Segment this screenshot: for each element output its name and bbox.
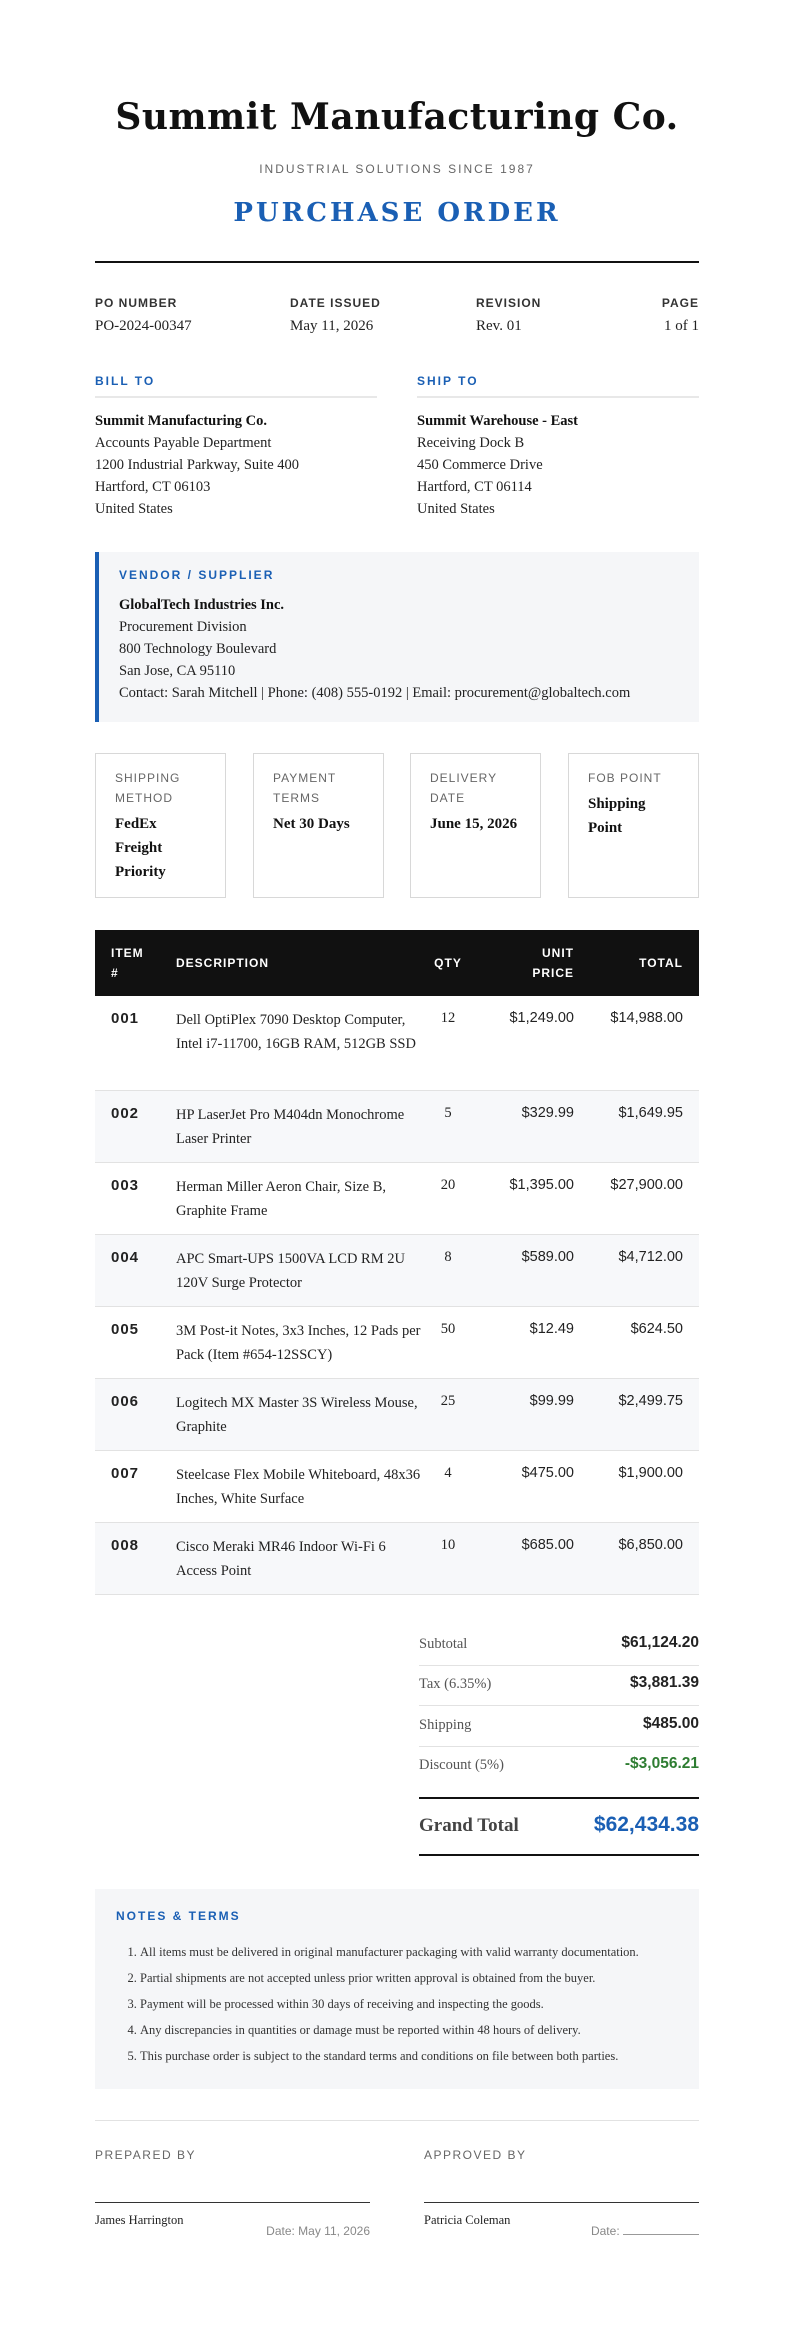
row-unit-price: $475.00 — [521, 1465, 574, 1481]
note-item: 3. Payment will be processed within 30 days of receiving and inspecting the goods. — [140, 1991, 678, 2017]
row-total: $1,900.00 — [618, 1465, 683, 1481]
discount-row — [419, 1747, 699, 1787]
company-tagline: INDUSTRIAL SOLUTIONS SINCE 1987 — [259, 162, 535, 176]
prepared-by-label: PREPARED BY — [95, 2148, 196, 2162]
bill-to-block — [95, 374, 377, 520]
row-total: $1,649.95 — [618, 1105, 683, 1121]
row-item-number: 001 — [111, 1010, 140, 1027]
table-row — [95, 1235, 699, 1307]
payment-terms-value: Net 30 Days — [273, 816, 350, 832]
ship-to-block — [417, 374, 699, 520]
table-row — [95, 1379, 699, 1451]
row-total: $6,850.00 — [618, 1537, 683, 1553]
items-table-header — [95, 930, 699, 996]
row-qty: 4 — [444, 1465, 452, 1481]
tax-label: Tax (6.35%) — [419, 1676, 492, 1692]
row-item-number: 006 — [111, 1393, 140, 1410]
signature-divider — [95, 2120, 699, 2121]
row-description: Logitech MX Master 3S Wireless Mouse, Graphite — [176, 1395, 418, 1435]
row-qty: 12 — [440, 1010, 456, 1026]
row-qty: 25 — [440, 1393, 456, 1409]
bill-to-name: Summit Manufacturing Co. — [95, 413, 267, 429]
shipping-label: Shipping — [419, 1717, 472, 1733]
tax-row — [419, 1666, 699, 1706]
fob-point-value: Shipping Point — [588, 796, 646, 836]
revision-field — [476, 296, 541, 335]
approved-date-label: Date: — [590, 2224, 620, 2238]
ship-to-line: 450 Commerce Drive — [417, 457, 543, 473]
row-total: $4,712.00 — [618, 1249, 683, 1265]
fob-point-label: FOB POINT — [588, 771, 662, 785]
bill-to-line: 1200 Industrial Parkway, Suite 400 — [95, 457, 300, 473]
prepared-date: Date: May 11, 2026 — [266, 2224, 370, 2238]
row-item-number: 002 — [111, 1105, 140, 1122]
header-description: DESCRIPTION — [176, 956, 270, 970]
table-row — [95, 1307, 699, 1379]
delivery-date-value: June 15, 2026 — [430, 816, 518, 832]
delivery-date-label: DELIVERY DATE — [430, 771, 497, 805]
approved-by-label: APPROVED BY — [424, 2148, 527, 2162]
delivery-date-box — [410, 753, 541, 898]
bill-to-line: United States — [95, 501, 173, 517]
page-value: 1 of 1 — [664, 318, 699, 334]
row-description: HP LaserJet Pro M404dn Monochrome Laser Printer — [176, 1107, 405, 1147]
header-item-number: ITEM # — [111, 946, 144, 980]
row-item-number: 004 — [111, 1249, 140, 1266]
row-qty: 5 — [444, 1105, 452, 1121]
vendor-contact: Contact: Sarah Mitchell | Phone: (408) 555-0192 | Email: procurement@globaltech.com — [119, 685, 631, 701]
prepared-by-block — [95, 2148, 370, 2238]
note-item: 5. This purchase order is subject to the standard terms and conditions on file between both parties. — [140, 2043, 678, 2069]
shipping-method-value: FedEx Freight Priority — [115, 816, 166, 880]
vendor-name: GlobalTech Industries Inc. — [119, 597, 285, 613]
header-unit-price: UNIT PRICE — [532, 946, 574, 980]
grand-total-label: Grand Total — [419, 1815, 519, 1836]
row-description: APC Smart-UPS 1500VA LCD RM 2U 120V Surge Protector — [176, 1251, 405, 1291]
notes-terms-block — [95, 1889, 699, 2089]
row-description: Steelcase Flex Mobile Whiteboard, 48x36 Inches, White Surface — [176, 1467, 421, 1507]
table-row — [95, 1523, 699, 1595]
row-total: $2,499.75 — [618, 1393, 683, 1409]
subtotal-label: Subtotal — [419, 1636, 468, 1652]
vendor-line: San Jose, CA 95110 — [119, 663, 236, 679]
row-item-number: 003 — [111, 1177, 140, 1194]
notes-title: NOTES & TERMS — [116, 1909, 241, 1923]
grand-total-row — [419, 1797, 699, 1856]
row-description: Dell OptiPlex 7090 Desktop Computer, Intel i7-11700, 16GB RAM, 512GB SSD — [176, 1012, 416, 1052]
vendor-line: 800 Technology Boulevard — [119, 641, 277, 657]
page-field — [662, 296, 699, 335]
table-row — [95, 1163, 699, 1235]
date-issued-field — [290, 296, 381, 335]
row-description: Cisco Meraki MR46 Indoor Wi-Fi 6 Access Point — [176, 1539, 386, 1579]
shipping-row — [419, 1707, 699, 1747]
row-item-number: 008 — [111, 1537, 140, 1554]
revision-value: Rev. 01 — [476, 318, 522, 334]
note-item: 1. All items must be delivered in original manufacturer packaging with valid warranty documentation. — [140, 1939, 678, 1965]
row-unit-price: $1,249.00 — [509, 1010, 574, 1026]
discount-value: -$3,056.21 — [624, 1755, 699, 1772]
prepared-by-name: James Harrington — [95, 2213, 184, 2227]
row-unit-price: $329.99 — [521, 1105, 574, 1121]
row-item-number: 007 — [111, 1465, 140, 1482]
approved-by-block — [424, 2148, 699, 2238]
payment-terms-label: PAYMENT TERMS — [273, 771, 337, 805]
approved-date-blank — [623, 2234, 699, 2235]
vendor-title: VENDOR / SUPPLIER — [119, 568, 275, 582]
ship-to-line: Receiving Dock B — [417, 435, 525, 451]
row-unit-price: $1,395.00 — [509, 1177, 574, 1193]
approved-date-field — [591, 2224, 699, 2238]
grand-total-value: $62,434.38 — [593, 1813, 699, 1836]
bill-to-title: BILL TO — [95, 374, 377, 398]
date-issued-value: May 11, 2026 — [290, 318, 374, 334]
discount-label: Discount (5%) — [419, 1757, 504, 1773]
row-total: $624.50 — [630, 1321, 683, 1337]
page-label: PAGE — [661, 296, 699, 310]
subtotal-value: $61,124.20 — [621, 1634, 699, 1651]
fob-point-box — [568, 753, 699, 898]
table-row — [95, 996, 699, 1091]
po-number-label: PO NUMBER — [95, 296, 178, 310]
bill-to-line: Hartford, CT 06103 — [95, 479, 211, 495]
row-qty: 10 — [440, 1537, 456, 1553]
row-item-number: 005 — [111, 1321, 140, 1338]
table-row — [95, 1451, 699, 1523]
company-name: Summit Manufacturing Co. — [115, 96, 679, 138]
row-qty: 20 — [440, 1177, 456, 1193]
row-qty: 50 — [440, 1321, 456, 1337]
vendor-block — [95, 552, 699, 722]
header-divider — [95, 261, 699, 263]
approved-signature-line — [424, 2202, 699, 2203]
row-unit-price: $589.00 — [521, 1249, 574, 1265]
shipping-method-label: SHIPPING METHOD — [115, 771, 181, 805]
vendor-line: Procurement Division — [119, 619, 247, 635]
ship-to-line: United States — [417, 501, 495, 517]
bill-to-line: Accounts Payable Department — [95, 435, 272, 451]
row-unit-price: $99.99 — [529, 1393, 574, 1409]
row-total: $27,900.00 — [610, 1177, 683, 1193]
shipping-value: $485.00 — [642, 1715, 699, 1732]
po-number-value: PO-2024-00347 — [95, 318, 192, 334]
notes-list — [116, 1939, 678, 2069]
approved-by-name: Patricia Coleman — [424, 2213, 511, 2227]
row-unit-price: $12.49 — [529, 1321, 574, 1337]
ship-to-line: Hartford, CT 06114 — [417, 479, 532, 495]
ship-to-name: Summit Warehouse - East — [417, 413, 578, 429]
subtotal-row — [419, 1626, 699, 1666]
table-row — [95, 1091, 699, 1163]
header-total: TOTAL — [639, 956, 683, 970]
prepared-signature-line — [95, 2202, 370, 2203]
row-unit-price: $685.00 — [521, 1537, 574, 1553]
ship-to-title: SHIP TO — [417, 374, 699, 398]
date-issued-label: DATE ISSUED — [290, 296, 381, 310]
document-title: PURCHASE ORDER — [233, 198, 561, 228]
tax-value: $3,881.39 — [630, 1674, 699, 1691]
row-qty: 8 — [444, 1249, 452, 1265]
note-item: 4. Any discrepancies in quantities or damage must be reported within 48 hours of delivery. — [140, 2017, 678, 2043]
shipping-method-box — [95, 753, 226, 898]
row-description: 3M Post-it Notes, 3x3 Inches, 12 Pads per Pack (Item #654-12SSCY) — [176, 1323, 421, 1363]
row-total: $14,988.00 — [610, 1010, 683, 1026]
header-qty: QTY — [434, 956, 462, 970]
revision-label: REVISION — [476, 296, 542, 310]
po-number-field — [95, 296, 192, 335]
payment-terms-box — [253, 753, 384, 898]
note-item: 2. Partial shipments are not accepted unless prior written approval is obtained from the buyer. — [140, 1965, 678, 1991]
row-description: Herman Miller Aeron Chair, Size B, Graphite Frame — [176, 1179, 387, 1219]
